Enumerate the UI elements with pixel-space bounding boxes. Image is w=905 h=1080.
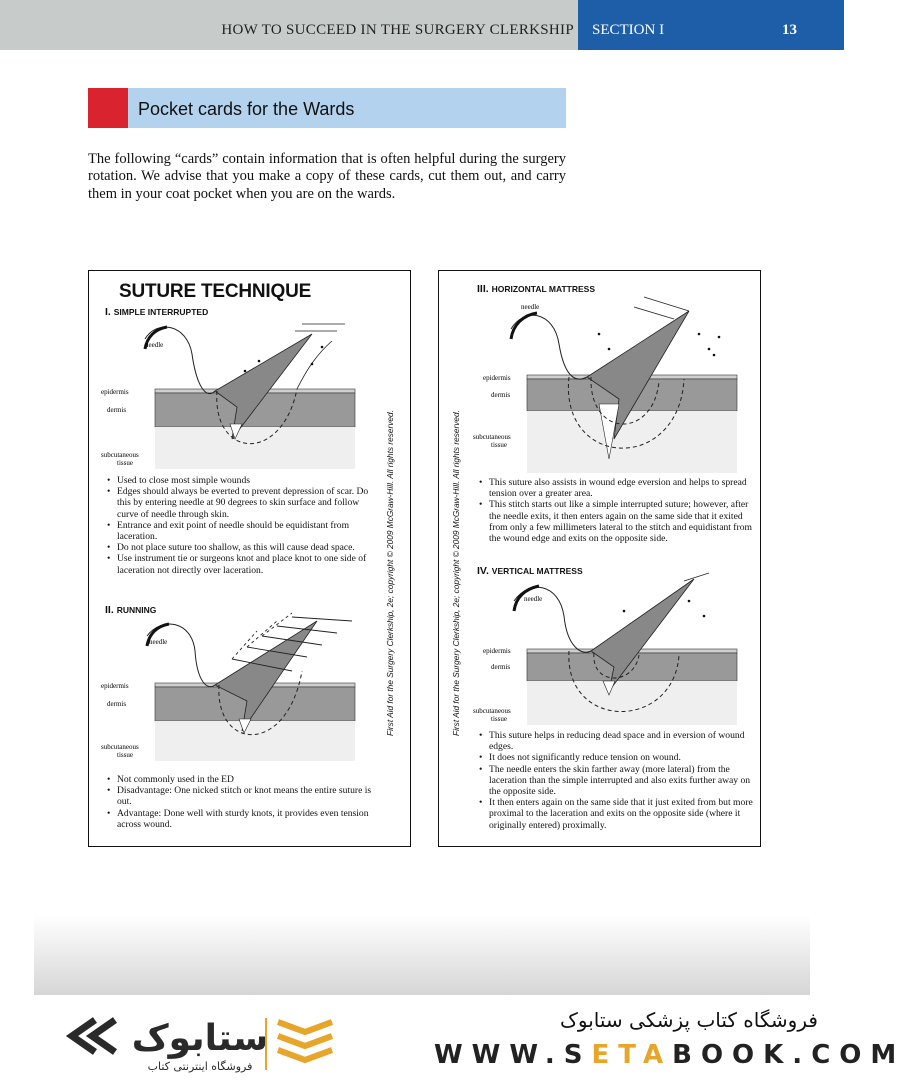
url-highlight: ETA	[591, 1040, 673, 1070]
subcutaneous-label: subcutaneous	[101, 451, 139, 459]
tissue-label: tissue	[117, 751, 133, 759]
bullet: • Entrance and exit point of needle should be equidistant from laceration.	[117, 520, 372, 542]
section-4-bullets	[475, 730, 754, 831]
stitch-dot	[598, 333, 601, 336]
logo-arrows-icon	[72, 1020, 115, 1052]
section-3-title: HORIZONTAL MATTRESS	[491, 284, 596, 294]
bullet: • It does not significantly reduce tension on wound.	[489, 752, 754, 763]
needle-icon	[511, 313, 537, 339]
stitch-dot	[608, 348, 611, 351]
needle-label: needle	[145, 341, 164, 349]
epidermis-label: epidermis	[101, 682, 129, 690]
stitch-dot	[718, 336, 721, 339]
tissue-label: tissue	[117, 459, 133, 467]
bullet: • Used to close most simple wounds	[117, 475, 372, 486]
bullet: • Edges should always be everted to prevent depression of scar. Do this by entering needle at 90 degrees to skin surface and follow curve of needle through skin.	[117, 486, 372, 520]
section-3-number: III.	[477, 283, 489, 295]
needle-path	[147, 624, 215, 687]
stitch-dot	[321, 346, 324, 349]
needle-path	[511, 315, 587, 379]
store-name: فروشگاه کتاب پزشکی ستابوک	[560, 1008, 818, 1032]
dermis-label: dermis	[491, 391, 511, 399]
epidermis-label: epidermis	[483, 647, 511, 655]
subcutaneous-label: subcutaneous	[101, 743, 139, 751]
url-part-2: BOOK.COM	[672, 1040, 905, 1070]
book-stack-icon	[278, 1022, 332, 1060]
section-1-bullets	[103, 475, 372, 576]
intro-paragraph: The following “cards” contain information that is often helpful during the surgery rotation. We advise that you make a copy of these cards, cut them out, and carry them in your coat pocket when you are on the wards.	[88, 150, 566, 202]
card-title: SUTURE TECHNIQUE	[119, 281, 312, 302]
horizontal-mattress-diagram	[469, 289, 754, 479]
tissue-label: tissue	[491, 715, 507, 723]
bullet: • Use instrument tie or surgeons knot and place knot to one side of laceration not directly over laceration.	[117, 553, 372, 575]
bullet: • This stitch starts out like a simple interrupted suture; however, after the needle exits, it then enters again on the same side that it exited from only a few millimeters lateral to the stitch and equidistant from the wound edge and exits on the opposite side.	[489, 499, 754, 544]
bullet: • The needle enters the skin farther away (more lateral) from the laceration than the simple interrupted and also exits further away on the opposite side.	[489, 764, 754, 798]
bullet: • This suture helps in reducing dead space and in eversion of wound edges.	[489, 730, 754, 752]
tissue-label: tissue	[491, 441, 507, 449]
section-2-title: RUNNING	[116, 605, 157, 615]
copyright-notice: First Aid for the Surgery Clerkship, 2e; copyright © 2009 McGraw-Hill. All rights reserved.	[385, 410, 395, 736]
section-2-number: II.	[105, 604, 114, 616]
page-header	[0, 0, 844, 50]
subcutaneous-label: subcutaneous	[473, 433, 511, 441]
subcutaneous-layer	[155, 721, 355, 761]
bullet: • Do not place suture too shallow, as this will cause dead space.	[117, 542, 372, 553]
footer-fade	[34, 915, 810, 995]
section-2-bullets	[103, 774, 372, 830]
bullet: • Disadvantage: One nicked stitch or knot means the entire suture is out.	[117, 785, 372, 807]
needle-label: needle	[524, 595, 543, 603]
dermis-label: dermis	[107, 700, 127, 708]
stitch-dot	[713, 354, 716, 357]
logo-subtext: فروشگاه اینترنتی کتاب	[147, 1060, 253, 1073]
store-url[interactable]	[434, 1040, 905, 1070]
epidermis-label: epidermis	[483, 374, 511, 382]
book-title: HOW TO SUCCEED IN THE SURGERY CLERKSHIP	[221, 22, 574, 38]
running-suture-diagram	[97, 601, 367, 771]
subcutaneous-label: subcutaneous	[473, 707, 511, 715]
suture-card-2	[438, 270, 761, 847]
needle-path	[145, 327, 215, 394]
section-label: SECTION I	[592, 22, 665, 38]
epidermis-label: epidermis	[101, 388, 129, 396]
needle-label: needle	[149, 638, 168, 646]
section-1-title: SIMPLE INTERRUPTED	[113, 307, 209, 317]
copyright-notice: First Aid for the Surgery Clerkship, 2e; copyright © 2009 McGraw-Hill. All rights reserved.	[451, 410, 461, 736]
dermis-label: dermis	[491, 663, 511, 671]
stitch-dot	[623, 610, 626, 613]
bullet: • This suture also assists in wound edge eversion and helps to spread tension over a greater area.	[489, 477, 754, 499]
knot-line	[684, 573, 709, 581]
subcutaneous-layer	[527, 681, 737, 725]
stitch-dot	[244, 370, 247, 373]
section-3-bullets	[475, 477, 754, 544]
logo-wordmark: ستابوک	[131, 1018, 269, 1059]
page-number: 13	[782, 22, 797, 38]
bullet: • Advantage: Done well with sturdy knots, it provides even tension across wound.	[117, 808, 372, 830]
vertical-mattress-diagram	[469, 571, 754, 731]
bullet: • Not commonly used in the ED	[117, 774, 372, 785]
knot-line	[644, 297, 689, 311]
subcutaneous-layer	[527, 411, 737, 473]
needle-label: needle	[521, 303, 540, 311]
section-1-number: I.	[105, 306, 111, 318]
knot-line	[634, 307, 674, 319]
bullet: • It then enters again on the same side that it just exited from but more proximal to the laceration and exits on the opposite side (where it originally entered) proximally.	[489, 797, 754, 831]
subcutaneous-layer	[155, 427, 355, 469]
stitch-dot	[698, 333, 701, 336]
section-banner	[88, 88, 566, 128]
dermis-label: dermis	[107, 406, 127, 414]
section-4-title: VERTICAL MATTRESS	[491, 566, 583, 576]
banner-red-block	[88, 88, 128, 128]
section-4-number: IV.	[477, 565, 489, 577]
stitch-dot	[708, 348, 711, 351]
stitch-dot	[311, 363, 314, 366]
banner-title: Pocket cards for the Wards	[138, 99, 355, 119]
setabook-logo	[60, 1010, 340, 1075]
suture-card-1	[88, 270, 411, 847]
stitch-dot	[688, 600, 691, 603]
simple-interrupted-diagram	[97, 299, 367, 469]
stitch-dot	[258, 360, 261, 363]
url-part-1: WWW.SETA	[434, 1040, 673, 1070]
suture-tail	[297, 341, 332, 389]
stitch-dot	[703, 615, 706, 618]
